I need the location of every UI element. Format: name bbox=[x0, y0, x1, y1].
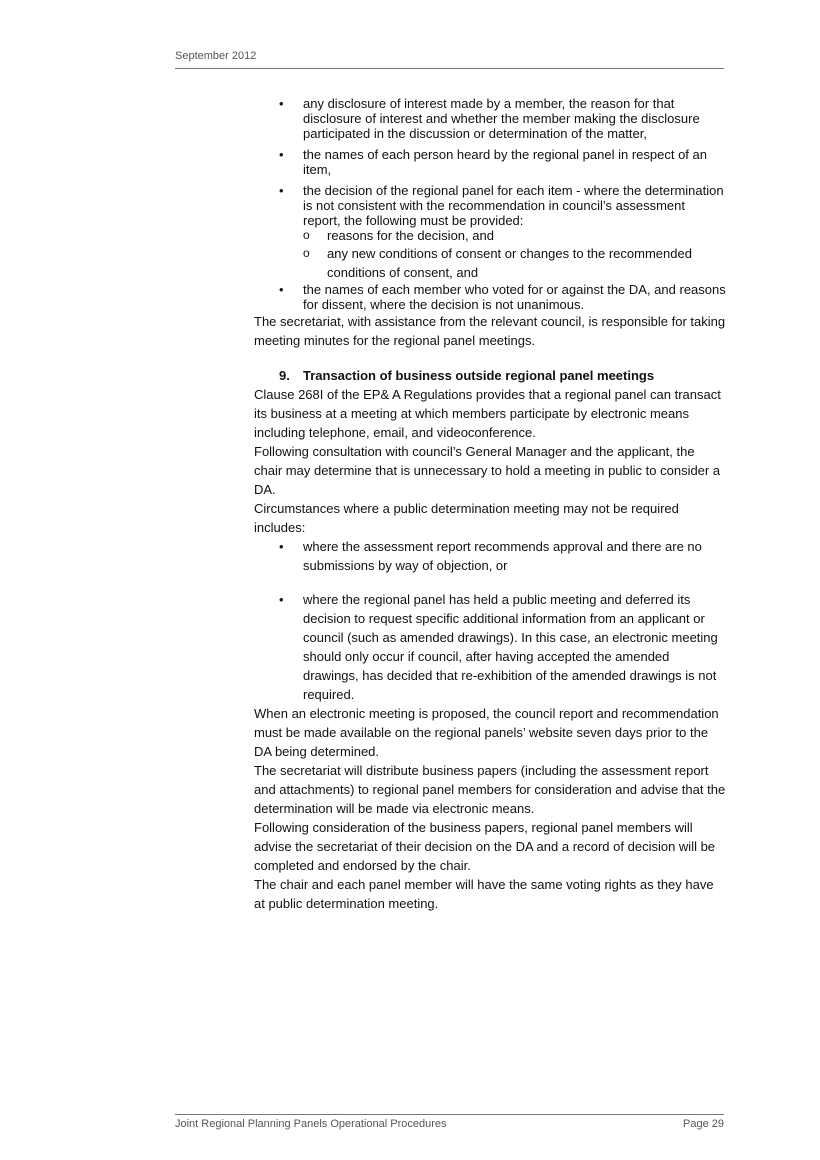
section-heading bbox=[254, 366, 726, 385]
list-item-text: the decision of the regional panel for each item - where the determination is not consistent with the recommendation in council’s assessment report, the following must be provided: bbox=[303, 183, 724, 228]
sub-list-item: o reasons for the decision, and bbox=[303, 228, 726, 243]
list-item: • where the regional panel has held a public meeting and deferred its decision to request specific additional information from an applicant or council (such as amended drawings). In this case, an electronic meeting should only occur if council, after having accepted the amended drawings, has decided that re-exhibition of the amended drawings is not required. bbox=[254, 590, 726, 704]
page-footer bbox=[175, 1114, 724, 1130]
paragraph: The chair and each panel member will have the same voting rights as they have at public determination meeting. bbox=[254, 877, 714, 911]
list-item: • any disclosure of interest made by a member, the reason for that disclosure of interest and whether the member making the disclosure participated in the discussion or determination of the matter, bbox=[254, 96, 726, 141]
paragraph: Following consideration of the business papers, regional panel members will advise the secretariat of their decision on the DA and a record of decision will be completed and endorsed by the chair. bbox=[254, 820, 716, 873]
page-header bbox=[175, 48, 724, 69]
section-title: Transaction of business outside regional panel meetings bbox=[303, 368, 655, 383]
document-body bbox=[254, 96, 726, 913]
paragraph: The secretariat will distribute business papers (including the assessment report and attachments) to regional panel members for consideration and advise that the determination will be made via electronic means. bbox=[254, 763, 726, 816]
sub-list bbox=[303, 228, 726, 282]
list-item: • the names of each person heard by the regional panel in respect of an item, bbox=[254, 147, 726, 177]
header-date: September 2012 bbox=[175, 50, 257, 62]
paragraph: Following consultation with council’s General Manager and the applicant, the chair may determine that is unnecessary to hold a meeting in public to consider a DA. bbox=[254, 444, 721, 497]
circumstances-list bbox=[254, 537, 726, 704]
paragraph: Circumstances where a public determination meeting may not be required includes: bbox=[254, 501, 679, 535]
page-number: Page 29 bbox=[683, 1118, 724, 1130]
paragraph: Clause 268I of the EP& A Regulations provides that a regional panel can transact its business at a meeting at which members participate by electronic means including telephone, email, and videoconference. bbox=[254, 387, 721, 440]
paragraph: The secretariat, with assistance from the relevant council, is responsible for taking meeting minutes for the regional panel meetings. bbox=[254, 314, 726, 348]
sub-list-item: o any new conditions of consent or changes to the recommended conditions of consent, and bbox=[303, 244, 726, 282]
list-item: • where the assessment report recommends approval and there are no submissions by way of objection, or bbox=[254, 537, 726, 575]
section-number: 9. bbox=[279, 368, 290, 383]
paragraph: When an electronic meeting is proposed, the council report and recommendation must be made available on the regional panels’ website seven days prior to the DA being determined. bbox=[254, 706, 719, 759]
list-item: • the names of each member who voted for or against the DA, and reasons for dissent, where the decision is not unanimous. bbox=[254, 282, 726, 312]
list-item bbox=[254, 183, 726, 282]
minutes-content-list bbox=[254, 96, 726, 312]
footer-title: Joint Regional Planning Panels Operational Procedures bbox=[175, 1118, 447, 1130]
